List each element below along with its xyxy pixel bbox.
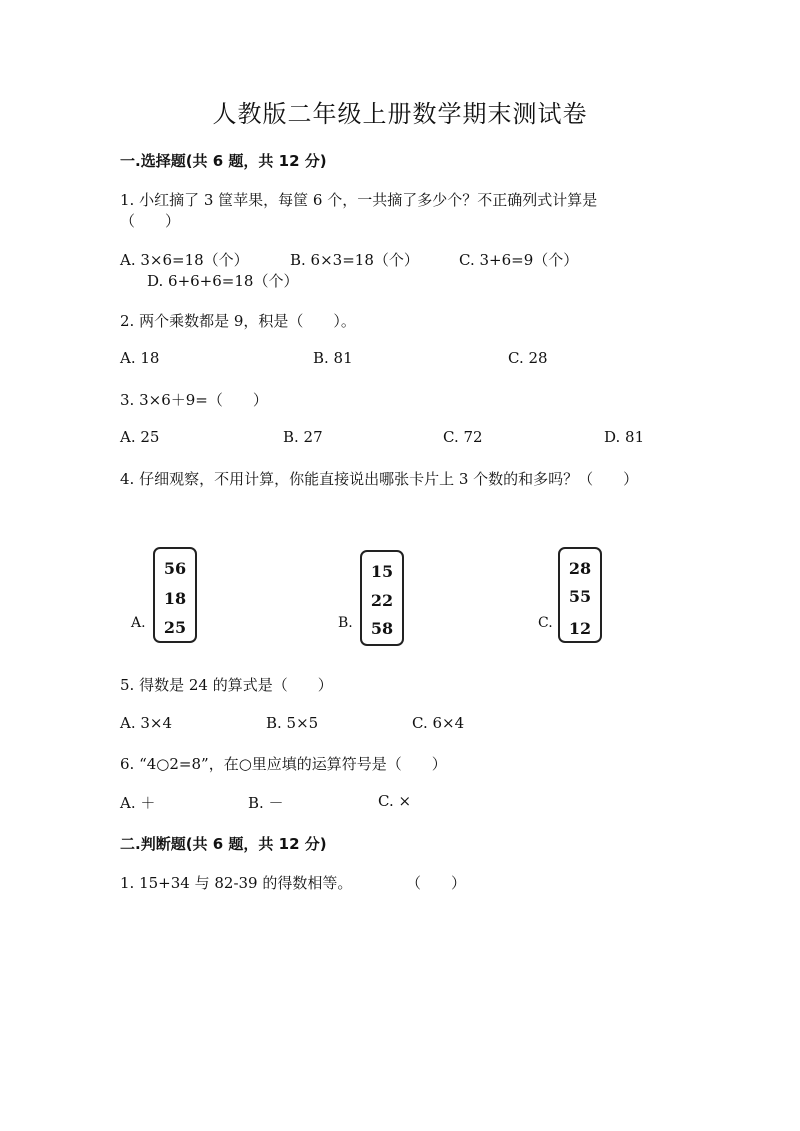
question-6-text: 6. “4○2=8”，在○里应填的运算符号是（ ） [120, 755, 447, 773]
question-1-option-c: C. 3+6=9（个） [459, 251, 579, 269]
card-number: 55 [568, 587, 592, 606]
tf-question-1-text: 1. 15+34 与 82-39 的得数相等。 [120, 874, 353, 892]
question-2-option-c: C. 28 [508, 349, 548, 367]
card-number: 28 [568, 559, 592, 578]
card-number: 22 [370, 591, 394, 610]
question-5-option-b: B. 5×5 [266, 714, 319, 732]
question-4-text: 4. 仔细观察，不用计算，你能直接说出哪张卡片上 3 个数的和多吗？（ ） [120, 470, 639, 488]
question-1-option-d: D. 6+6+6=18（个） [147, 272, 299, 290]
question-2-text: 2. 两个乘数都是 9，积是（ ）。 [120, 312, 356, 330]
number-card-a [153, 547, 197, 643]
question-5-option-a: A. 3×4 [120, 714, 173, 732]
question-1-text: 1. 小红摘了 3 筐苹果，每筐 6 个，一共摘了多少个？不正确列式计算是 [120, 191, 598, 209]
card-number: 56 [163, 559, 187, 578]
card-number: 58 [370, 619, 394, 638]
question-2-option-b: B. 81 [313, 349, 353, 367]
card-a-label: A. [131, 615, 146, 631]
question-1-option-a: A. 3×6=18（个） [120, 251, 249, 269]
question-3-text: 3. 3×6＋9=（ ） [120, 391, 268, 409]
number-card-c [558, 547, 602, 643]
card-number: 18 [163, 589, 187, 608]
question-3-option-c: C. 72 [443, 428, 483, 446]
question-3-option-b: B. 27 [283, 428, 323, 446]
question-3-option-d: D. 81 [604, 428, 645, 446]
question-1-option-b: B. 6×3=18（个） [290, 251, 419, 269]
question-5-text: 5. 得数是 24 的算式是（ ） [120, 676, 333, 694]
question-6-option-a: A. ＋ [120, 794, 156, 812]
page-title: 人教版二年级上册数学期末测试卷 [212, 100, 588, 128]
card-number: 15 [370, 562, 394, 581]
tf-question-1-blank: （ ） [406, 874, 467, 892]
question-3-option-a: A. 25 [120, 428, 160, 446]
card-number: 12 [568, 619, 592, 638]
question-6-option-c: C. × [378, 792, 412, 810]
card-number: 25 [163, 618, 187, 637]
card-b-label: B. [338, 615, 353, 631]
question-2-option-a: A. 18 [120, 349, 160, 367]
question-5-option-c: C. 6×4 [412, 714, 465, 732]
question-1-blank: （ ） [120, 212, 181, 230]
section-heading-true-false: 二.判断题(共 6 题，共 12 分) [120, 835, 327, 853]
section-heading-choice: 一.选择题(共 6 题，共 12 分) [120, 152, 327, 170]
card-c-label: C. [538, 615, 553, 631]
number-card-b [360, 550, 404, 646]
question-6-option-b: B. － [248, 794, 284, 812]
